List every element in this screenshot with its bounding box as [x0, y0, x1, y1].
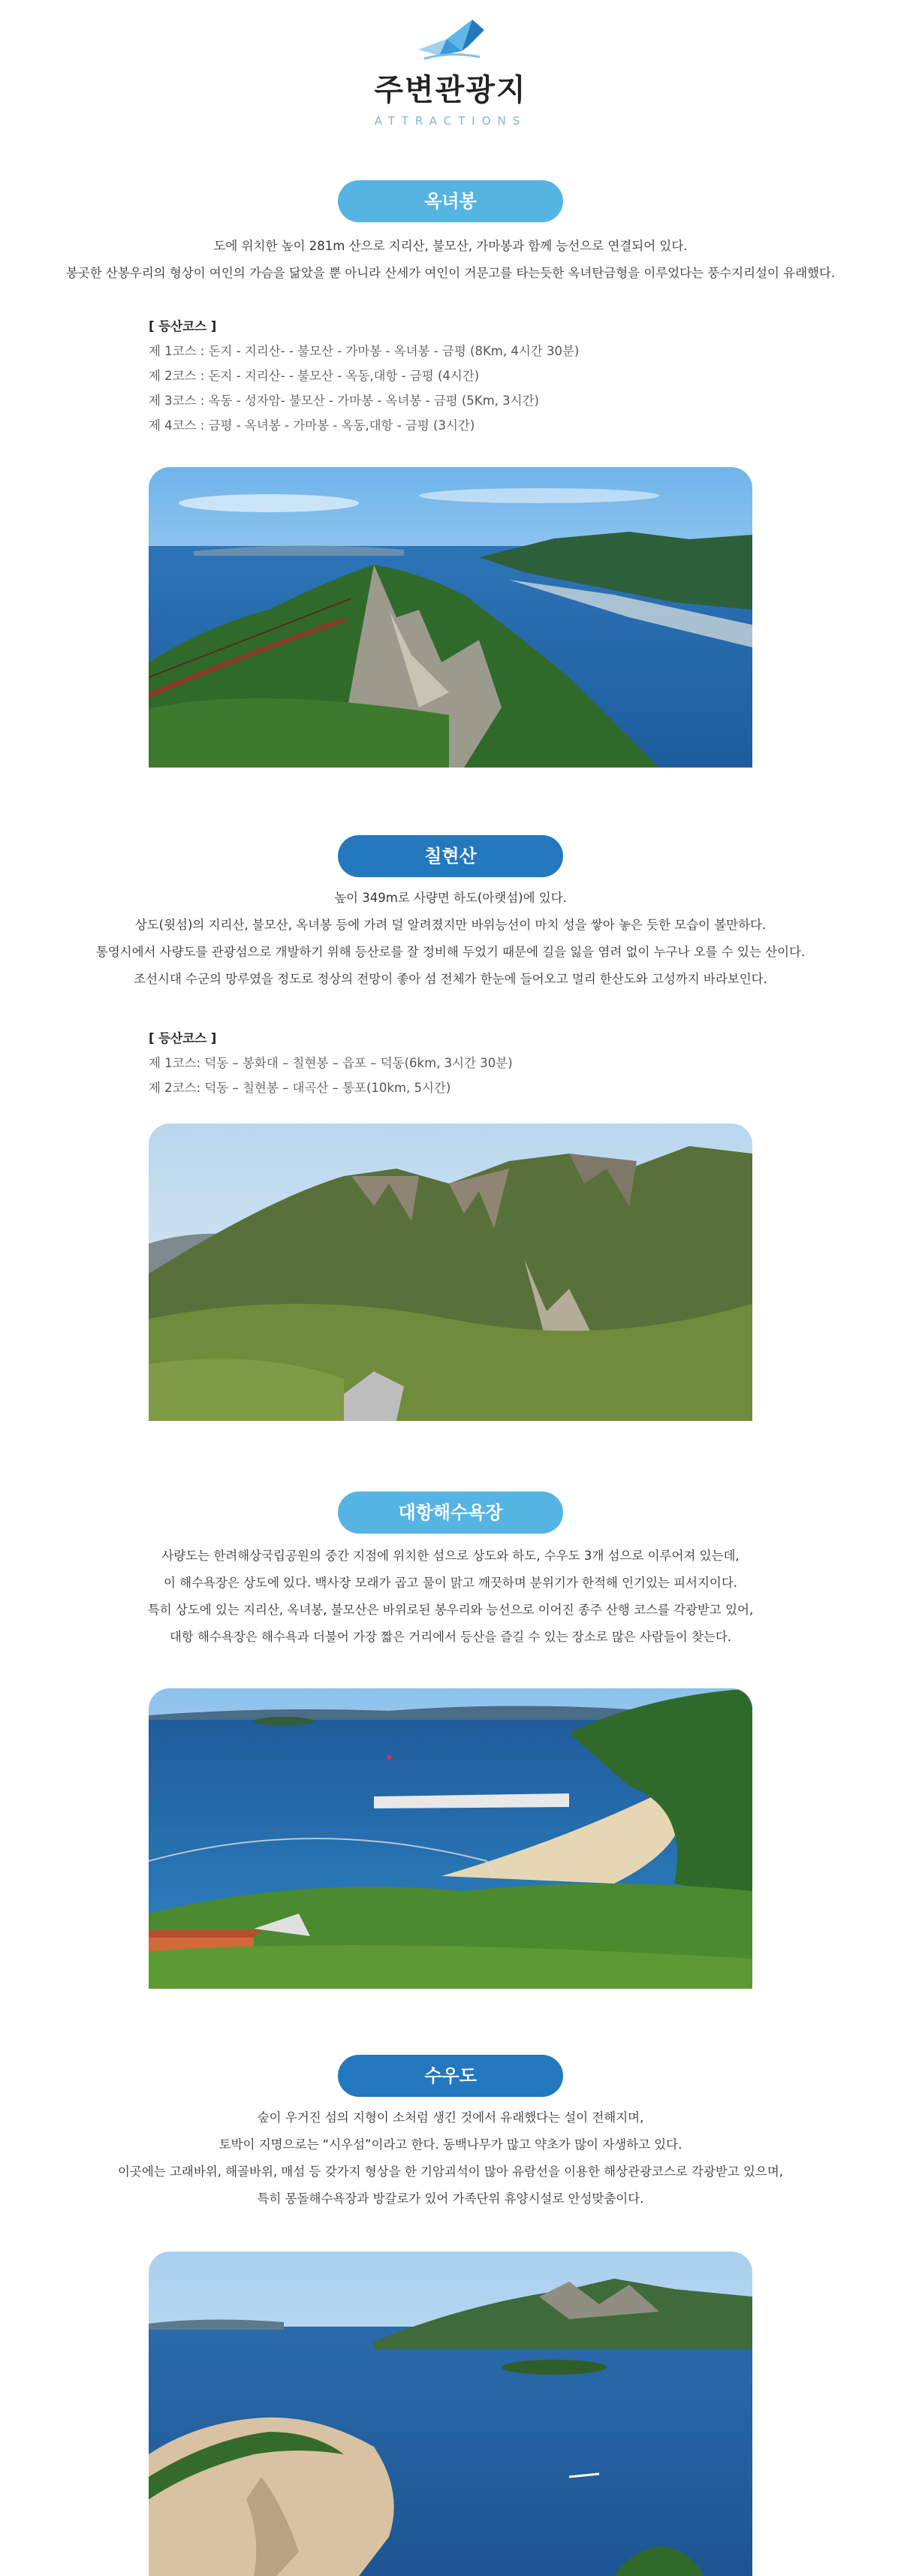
description-line: 이 해수욕장은 상도에 있다. 백사장 모래가 곱고 물이 맑고 깨끗하며 분위기가 한적해 인기있는 피서지이다. — [163, 1576, 738, 1590]
description-line: 봉곳한 산봉우리의 형상이 여인의 가슴을 닮았을 뿐 아니라 산세가 여인이 거문고를 타는듯한 옥녀탄금형을 이루었다는 풍수지리설이 유래했다. — [65, 266, 836, 280]
course-item: 제 2코스 : 돈지 - 지리산- - 불모산 - 옥동,대항 - 금평 (4시간) — [149, 369, 480, 383]
description-line: 이곳에는 고래바위, 해골바위, 매섬 등 갖가지 형상을 한 기암괴석이 많아 유람선을 이용한 해상관광코스로 각광받고 있으며, — [117, 2164, 784, 2179]
page-title: 주변관광지 — [374, 73, 527, 107]
description-line: 조선시대 수군의 망루였을 정도로 정상의 전망이 좋아 섬 전체가 한눈에 들어오고 멀리 한산도와 고성까지 바라보인다. — [134, 972, 767, 986]
course-item: 제 1코스 : 돈지 - 지리산- - 불모산 - 가마봉 - 옥녀봉 - 금평 (8Km, 4시간 30분) — [149, 344, 580, 358]
page-header — [0, 0, 901, 150]
sea-cliff-photo — [149, 2252, 752, 2576]
rocky-ridge-photo — [149, 1124, 752, 1421]
section-title-pill: 대항해수욕장 — [338, 1492, 563, 1534]
course-item: 제 1코스: 덕동 – 봉화대 – 칠현봉 – 읍포 – 덕동(6km, 3시간 30분) — [149, 1056, 513, 1070]
description-line: 대항 해수욕장은 해수욕과 더불어 가장 짧은 거리에서 등산을 즐길 수 있는 장소로 많은 사람들이 찾는다. — [169, 1630, 732, 1644]
section-description — [0, 2104, 901, 2213]
origami-crane-icon — [417, 17, 486, 60]
hiking-course-list — [149, 314, 764, 438]
section-description — [0, 885, 901, 993]
mountain-bridge-photo — [149, 467, 752, 768]
course-item: 제 4코스 : 금평 - 옥녀봉 - 가마봉 - 옥동,대항 - 금평 (3시간) — [149, 418, 475, 433]
page-subtitle: ATTRACTIONS — [374, 114, 527, 128]
description-line: 높이 349m로 사량면 하도(아랫섬)에 있다. — [334, 891, 567, 905]
description-line: 특히 몽돌해수욕장과 방갈로가 있어 가족단위 휴양시설로 안성맞춤이다. — [257, 2191, 644, 2206]
course-item: 제 2코스: 덕동 – 칠현봉 – 대곡산 – 통포(10km, 5시간) — [149, 1081, 451, 1095]
hiking-course-list — [149, 1026, 764, 1100]
beach-bay-photo — [149, 1688, 752, 1989]
description-line: 상도(윗섬)의 지리산, 불모산, 옥녀봉 등에 가려 덜 알려졌지만 바위능선이 마치 성을 쌓아 놓은 듯한 모습이 볼만하다. — [134, 918, 767, 932]
description-line: 숲이 우거진 섬의 지형이 소처럼 생긴 것에서 유래했다는 설이 전해지며, — [257, 2110, 644, 2125]
section-description — [0, 233, 901, 287]
course-heading: [ 등산코스 ] — [149, 319, 217, 333]
description-line: 통영시에서 사량도를 관광섬으로 개발하기 위해 등산로를 잘 정비해 두었기 때문에 길을 잃을 염려 없이 누구나 오를 수 있는 산이다. — [95, 945, 806, 959]
description-line: 사량도는 한려해상국립공원의 중간 지점에 위치한 섬으로 상도와 하도, 수우도 3개 섬으로 이루어져 있는데, — [161, 1549, 740, 1563]
section-description — [0, 1543, 901, 1651]
section-title-pill: 칠현산 — [338, 835, 563, 877]
section-title-pill: 옥녀봉 — [338, 180, 563, 222]
course-item: 제 3코스 : 옥동 - 성자암- 불모산 - 가마봉 - 옥녀봉 - 금평 (5Km, 3시간) — [149, 394, 539, 408]
section-title-pill: 수우도 — [338, 2055, 563, 2097]
description-line: 도에 위치한 높이 281m 산으로 지리산, 불모산, 가마봉과 함께 능선으로 연결되어 있다. — [213, 239, 688, 253]
course-heading: [ 등산코스 ] — [149, 1031, 217, 1045]
description-line: 토박이 지명으로는 “시우섬”이라고 한다. 동백나무가 많고 약초가 많이 자생하고 있다. — [218, 2137, 683, 2152]
description-line: 특히 상도에 있는 지리산, 옥녀봉, 불모산은 바위로된 봉우리와 능선으로 이어진 종주 산행 코스를 각광받고 있어, — [147, 1603, 754, 1617]
